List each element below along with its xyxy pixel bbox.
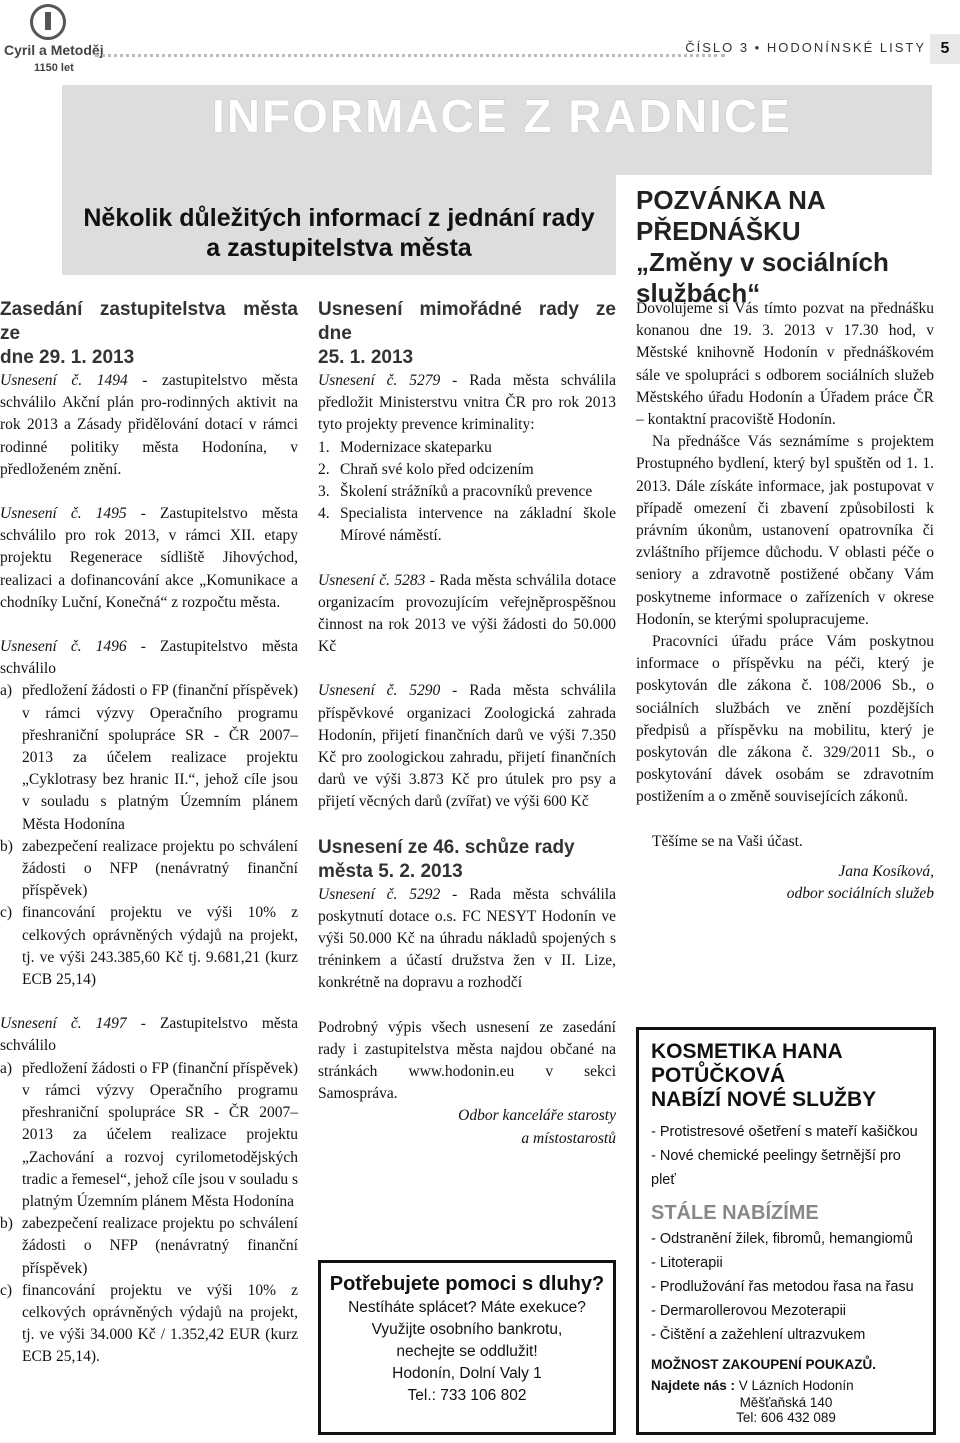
resolution-1497-c: c) financování projektu ve výši 10% z celkových oprávněných výdajů na projekt, tj. ve výši 34.000 Kč / 1.352,42 EUR (kurz ECB 25,14). (0, 1281, 298, 1366)
ad-title: Potřebujete pomoci s dluhy? (329, 1273, 605, 1295)
column-2 (318, 298, 616, 1150)
resolution-5279: Usnesení č. 5279 - Rada města schválila předložit Ministerstvu vnitra ČR pro rok 2013 tyto projekty prevence kriminality: (318, 372, 616, 434)
resolution-5283: Usnesení č. 5283 - Rada města schválila dotace organizacím provozujícím veřejněprospěšnou činnost na rok 2013 ve výši žádosti do 50.000 Kč (318, 571, 616, 656)
section-banner (62, 85, 932, 175)
list-item: - Protistresové ošetření s mateří kašičkou (651, 1120, 921, 1144)
section-title: INFORMACE Z RADNICE (212, 90, 792, 142)
greeting: Těšíme se na Vaši účast. (652, 832, 803, 850)
invite-signature: Jana Kosíková, odbor sociálních služeb (786, 862, 934, 903)
zastupitelstvo-heading: Zasedání zastupitelstva města ze dne 29. 1. 2013 (0, 299, 298, 368)
location: Najdete nás : V Lázních Hodonín (651, 1378, 854, 1393)
list-item: 3. Školení strážníků a pracovníků prevence (318, 483, 593, 501)
lecture-invite-title: POZVÁNKA NA PŘEDNÁŠKU „Změny v sociálních službách“ (636, 185, 889, 308)
resolution-5292: Usnesení č. 5292 - Rada města schválila poskytnutí dotace o.s. FC NESYT Hodonín ve výši 50.000 Kč na úhradu nákladů spojených s tréninkem a účastí družstva žen v II. Lize, konkrétně na dopravu a rozhodčí (318, 885, 616, 992)
page-number: 5 (930, 34, 960, 64)
invite-paragraph-2: Na přednášce Vás seznámíme s projektem Prostupného bydlení, který byl spuštěn od 1. 1. 2013. Dále získáte informace, jak postupovat v případě omezení či zbavení způsobilosti k právním úkonům, ustanovení opatrovníka či zvláštního příjemce důchodu. V oblasti péče o seniory a zdravotně postižené občany Vám poskytneme informace o zařízeních v okrese Hodonín, se kterými spolupracujeme. (636, 433, 934, 628)
article-subheading: Několik důležitých informací z jednání rady a zastupitelstva města (62, 175, 616, 275)
rada-heading: Usnesení mimořádné rady ze dne 25. 1. 2013 (318, 299, 616, 368)
resolution-1494: Usnesení č. 1494 - zastupitelstvo města schválilo Akční plán pro-rodinných aktivit na rok 2013 a Zásady přidělování dotací v rámci rodinné politiky města Hodonína, v předloženém znění. (0, 372, 298, 478)
invite-paragraph-1: Dovolujeme si Vás tímto pozvat na přednášku konanou dne 19. 3. 2013 v 17.30 hod, v Městské knihovně Hodonín v přednáškovém sále ve spolupráci s odborem sociálních služeb Městského úřadu Hodonín a Úřadem práce ČR – kontaktní pracoviště Hodonín. (636, 300, 934, 429)
logo (4, 4, 104, 80)
list-item: - Litoterapii (651, 1251, 921, 1275)
cosmetics-ad (636, 1027, 936, 1435)
resolution-5290: Usnesení č. 5290 - Rada města schválila příspěvkové organizaci Zoologická zahrada Hodonín, přijetí finančních darů ve výši 7.350 Kč pro zoologickou zahradu, přijetí finančních darů ve výši 3.873 Kč pro útulek pro psy a přijetí věcných darů (zvířat) ve výši 600 Kč (318, 682, 616, 811)
running-header: ČÍSLO 3 • HODONÍNSKÉ LISTY (685, 40, 926, 55)
resolution-1496: Usnesení č. 1496 - Zastupitelstvo města schválilo (0, 638, 298, 678)
column-3 (636, 298, 934, 905)
logo-years: 1150 let (34, 62, 74, 74)
prevention-projects-list (318, 437, 616, 548)
list-item: 2. Chraň své kolo před odcizením (318, 460, 534, 478)
new-services-list (651, 1120, 921, 1192)
services-subheading: STÁLE NABÍZÍME (651, 1202, 819, 1224)
phone: Tel: 606 432 089 (736, 1410, 836, 1425)
header-divider (95, 54, 725, 57)
resolution-1496-b: b) zabezpečení realizace projektu po schválení žádosti o NFP (nenávratný finanční příspěvek) (0, 837, 298, 900)
services-list (651, 1227, 921, 1347)
resolution-1495: Usnesení č. 1495 - Zastupitelstvo města schválilo pro rok 2013, v rámci XII. etapy projektu Regenerace sídliště Jihovýchod, realizaci a dofinancování akce „Komunikace a chodníky Luční, Konečná“ z rozpočtu města. (0, 505, 298, 611)
list-item: 1. Modernizace skateparku (318, 438, 492, 456)
column-1 (0, 298, 298, 1369)
resolution-1496-c: c) financování projektu ve výši 10% z celkových oprávněných výdajů na projekt, tj. ve výši 243.385,60 Kč tj. 9.681,21 (kurz ECB 25,14) (0, 904, 298, 989)
voucher-note: MOŽNOST ZAKOUPENÍ POUKAZŮ. (651, 1357, 876, 1372)
invite-paragraph-3: Pracovníci úřadu práce Vám poskytnou informace o příspěvku na péči, který je poskytován dle zákona č. 108/2006 Sb., o sociálních službách ve znění pozdějších předpisů a příspěvku na mobilitu, který je poskytován dle zákona č. 329/2011 Sb., o poskytování dávek osobám se zdravotním postižením a o změně souvisejících zákonů. (636, 633, 934, 806)
ad-title: KOSMETIKA HANA POTŮČKOVÁ NABÍZÍ NOVÉ SLUŽBY (651, 1040, 877, 1111)
list-item: - Dermarollerovou Mezoterapii (651, 1299, 921, 1323)
resolution-1496-a: a) předložení žádosti o FP (finanční příspěvek) v rámci výzvy Operačního programu přeshraniční spolupráce SR - ČR 2007–2013 za účelem realizace projektu „Cyklotrasy bez hranic II.“, jehož cíle jsou v souladu s platným Územním plánem Města Hodonína (0, 682, 298, 833)
resolution-1497-b: b) zabezpečení realizace projektu po schválení žádosti o NFP (nenávratný finanční příspěvek) (0, 1215, 298, 1277)
logo-seal-icon (30, 4, 66, 40)
rada-46-heading: Usnesení ze 46. schůze rady města 5. 2. 2013 (318, 836, 575, 882)
resolution-1497: Usnesení č. 1497 - Zastupitelstvo města schválilo (0, 1015, 298, 1055)
closing-note: Podrobný výpis všech usnesení ze zasedání rady i zastupitelstva města najdou občané na stránkách www.hodonin.eu v sekci Samospráva. (318, 1018, 616, 1103)
resolution-1497-a: a) předložení žádosti o FP (finanční příspěvek) v rámci výzvy Operačního programu přeshraniční spolupráce SR - ČR 2007–2013 za účelem realizace projektu „Zachování a rozvoj cyrilometodějských tradic a řemesel“, jehož cíle jsou v souladu s platným Územním plánem Města Hodonína (0, 1059, 298, 1210)
debt-help-ad: Potřebujete pomoci s dluhy? Nestíháte splácet? Máte exekuce? Využijte osobního bankrotu, nechejte se oddlužit! Hodonín, Dolní Valy 1 Tel.: 733 106 802 (318, 1260, 616, 1435)
list-item: 4. Specialista intervence na základní škole Mírové náměstí. (318, 505, 616, 545)
list-item: - Odstranění žilek, fibromů, hemangiomů (651, 1227, 921, 1251)
signature: Odbor kanceláře starosty a místostarostů (458, 1107, 616, 1147)
list-item: - Čištění a zažehlení ultrazvukem (651, 1323, 921, 1347)
list-item: - Nové chemické peelingy šetrnější pro pleť (651, 1144, 921, 1192)
address: Měšťaňská 140 (739, 1395, 833, 1410)
list-item: - Prodlužování řas metodou řasa na řasu (651, 1275, 921, 1299)
logo-title: Cyril a Metoděj (4, 42, 104, 58)
